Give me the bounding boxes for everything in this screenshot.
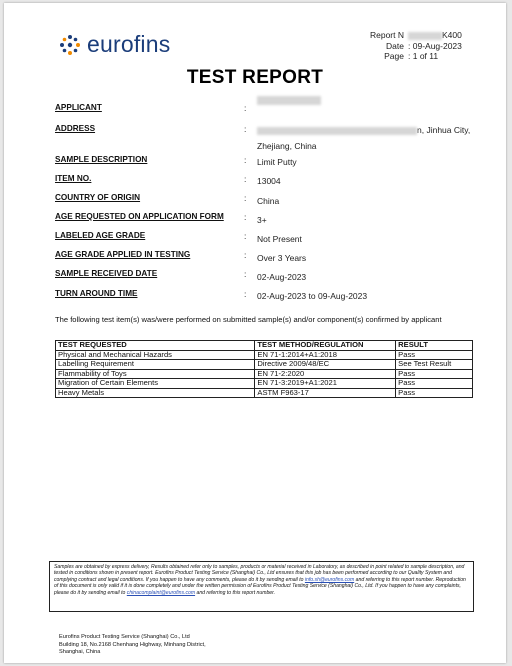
cell-method: EN 71-1:2014+A1:2018 bbox=[255, 350, 396, 360]
logo-text: eurofins bbox=[87, 31, 171, 57]
header-test-method: TEST METHOD/REGULATION bbox=[255, 341, 396, 351]
info-email-link[interactable]: info.sh@eurofins.com bbox=[304, 576, 355, 583]
sample-description-colon: : bbox=[244, 155, 247, 165]
applicant-colon: : bbox=[244, 103, 247, 113]
disclaimer-text-2: and referring to this report number. Reproduction of this document is only valid if it is done completely and under the written permission of Eurofins Product Testing Service (Shanghai) Co., Ltd. If you happen to have any complaints, please do it by sending email to bbox=[54, 576, 466, 596]
results-table bbox=[55, 340, 473, 398]
footer-line-1: Eurofins Product Testing Service (Shanghai) Co., Ltd bbox=[59, 634, 190, 640]
cell-test: Physical and Mechanical Hazards bbox=[56, 350, 255, 360]
cell-test: Flammability of Toys bbox=[56, 369, 255, 379]
report-meta: Report N K400 Date : 09-Aug-2023 Page : 1 of 11 bbox=[356, 30, 466, 62]
item-no-value: 13004 bbox=[257, 176, 281, 186]
labeled-age-colon: : bbox=[244, 231, 247, 241]
age-requested-label: AGE REQUESTED ON APPLICATION FORM bbox=[55, 212, 224, 221]
header-test-requested: TEST REQUESTED bbox=[56, 341, 255, 351]
age-requested-colon: : bbox=[244, 212, 247, 222]
received-value: 02-Aug-2023 bbox=[257, 272, 307, 282]
age-applied-colon: : bbox=[244, 250, 247, 260]
intro-text: The following test item(s) was/were performed on submitted sample(s) and/or component(s) confirmed by applicant bbox=[55, 315, 442, 324]
cell-result: Pass bbox=[396, 369, 473, 379]
age-requested-value: 3+ bbox=[257, 215, 267, 225]
cell-method: EN 71-2:2020 bbox=[255, 369, 396, 379]
page-label: Page bbox=[384, 51, 404, 61]
cell-test: Labelling Requirement bbox=[56, 360, 255, 370]
footer-address bbox=[59, 634, 206, 657]
page-value: 1 of 11 bbox=[412, 51, 439, 61]
redacted-report-no bbox=[408, 32, 442, 40]
cell-test: Migration of Certain Elements bbox=[56, 379, 255, 389]
sample-description-value: Limit Putty bbox=[257, 157, 297, 167]
table-row bbox=[56, 388, 473, 398]
page-title: TEST REPORT bbox=[186, 67, 324, 88]
redacted-address bbox=[257, 127, 417, 135]
report-no-label: Report N bbox=[369, 30, 404, 40]
disclaimer-text-1: Samples are obtained by express delivery, Results obtained refer only to samples, products or material received in Laboratory, as described in point related to sample description, and tested in conditions shown in present report. Eurofins Product Testing Service (Shanghai) Co., Ltd ensures that this job has been performed according to our Quality System and complying contract and legal conditions. If you happen to have any comments, please do it by sending email to bbox=[54, 564, 465, 583]
labeled-age-label: LABELED AGE GRADE bbox=[55, 231, 146, 240]
address-colon: : bbox=[244, 124, 247, 134]
cell-method: ASTM F963-17 bbox=[255, 388, 396, 398]
item-no-colon: : bbox=[244, 174, 247, 184]
report-page bbox=[4, 3, 506, 663]
eurofins-logo-icon bbox=[59, 34, 81, 56]
received-label: SAMPLE RECEIVED DATE bbox=[55, 269, 158, 278]
sample-description-label: SAMPLE DESCRIPTION bbox=[55, 155, 148, 164]
footer-line-3: Shanghai, China bbox=[59, 649, 101, 656]
cell-method: Directive 2009/48/EC bbox=[255, 360, 396, 370]
cell-result: Pass bbox=[396, 388, 473, 398]
country-label: COUNTRY OF ORIGIN bbox=[55, 193, 141, 202]
table-row bbox=[56, 360, 473, 370]
country-colon: : bbox=[244, 193, 247, 203]
date-label: Date bbox=[386, 40, 404, 51]
country-value: China bbox=[257, 196, 280, 206]
received-colon: : bbox=[244, 269, 247, 279]
turnaround-colon: : bbox=[244, 289, 247, 299]
address-label: ADDRESS bbox=[55, 124, 96, 133]
age-applied-label: AGE GRADE APPLIED IN TESTING bbox=[55, 250, 191, 259]
header-result: RESULT bbox=[396, 341, 473, 351]
table-header-row bbox=[56, 341, 473, 351]
cell-result: Pass bbox=[396, 350, 473, 360]
item-no-label: ITEM NO. bbox=[55, 174, 92, 183]
turnaround-value: 02-Aug-2023 to 09-Aug-2023 bbox=[257, 291, 368, 301]
footer-line-2: Building 18, No.2168 Chenhang Highway, Minhang District, bbox=[59, 641, 206, 648]
disclaimer-box bbox=[49, 561, 474, 612]
eurofins-logo bbox=[59, 31, 170, 58]
cell-test: Heavy Metals bbox=[56, 388, 255, 398]
address-value: n, Jinhua City, Zhejiang, China bbox=[257, 125, 471, 151]
cell-result: See Test Result bbox=[396, 360, 473, 370]
applicant-label: APPLICANT bbox=[55, 103, 102, 112]
table-row bbox=[56, 379, 473, 389]
cell-method: EN 71-3:2019+A1:2021 bbox=[255, 379, 396, 389]
complaint-email-link[interactable]: chinacomplaint@eurofins.com bbox=[126, 589, 196, 596]
labeled-age-value: Not Present bbox=[257, 234, 302, 244]
report-no-tail: K400 bbox=[442, 30, 462, 40]
redacted-applicant bbox=[257, 96, 321, 105]
turnaround-label: TURN AROUND TIME bbox=[55, 289, 138, 298]
cell-result: Pass bbox=[396, 379, 473, 389]
age-applied-value: Over 3 Years bbox=[257, 253, 307, 263]
disclaimer-text-3: and referring to this report number. bbox=[196, 589, 276, 596]
date-value: 09-Aug-2023 bbox=[412, 40, 462, 51]
